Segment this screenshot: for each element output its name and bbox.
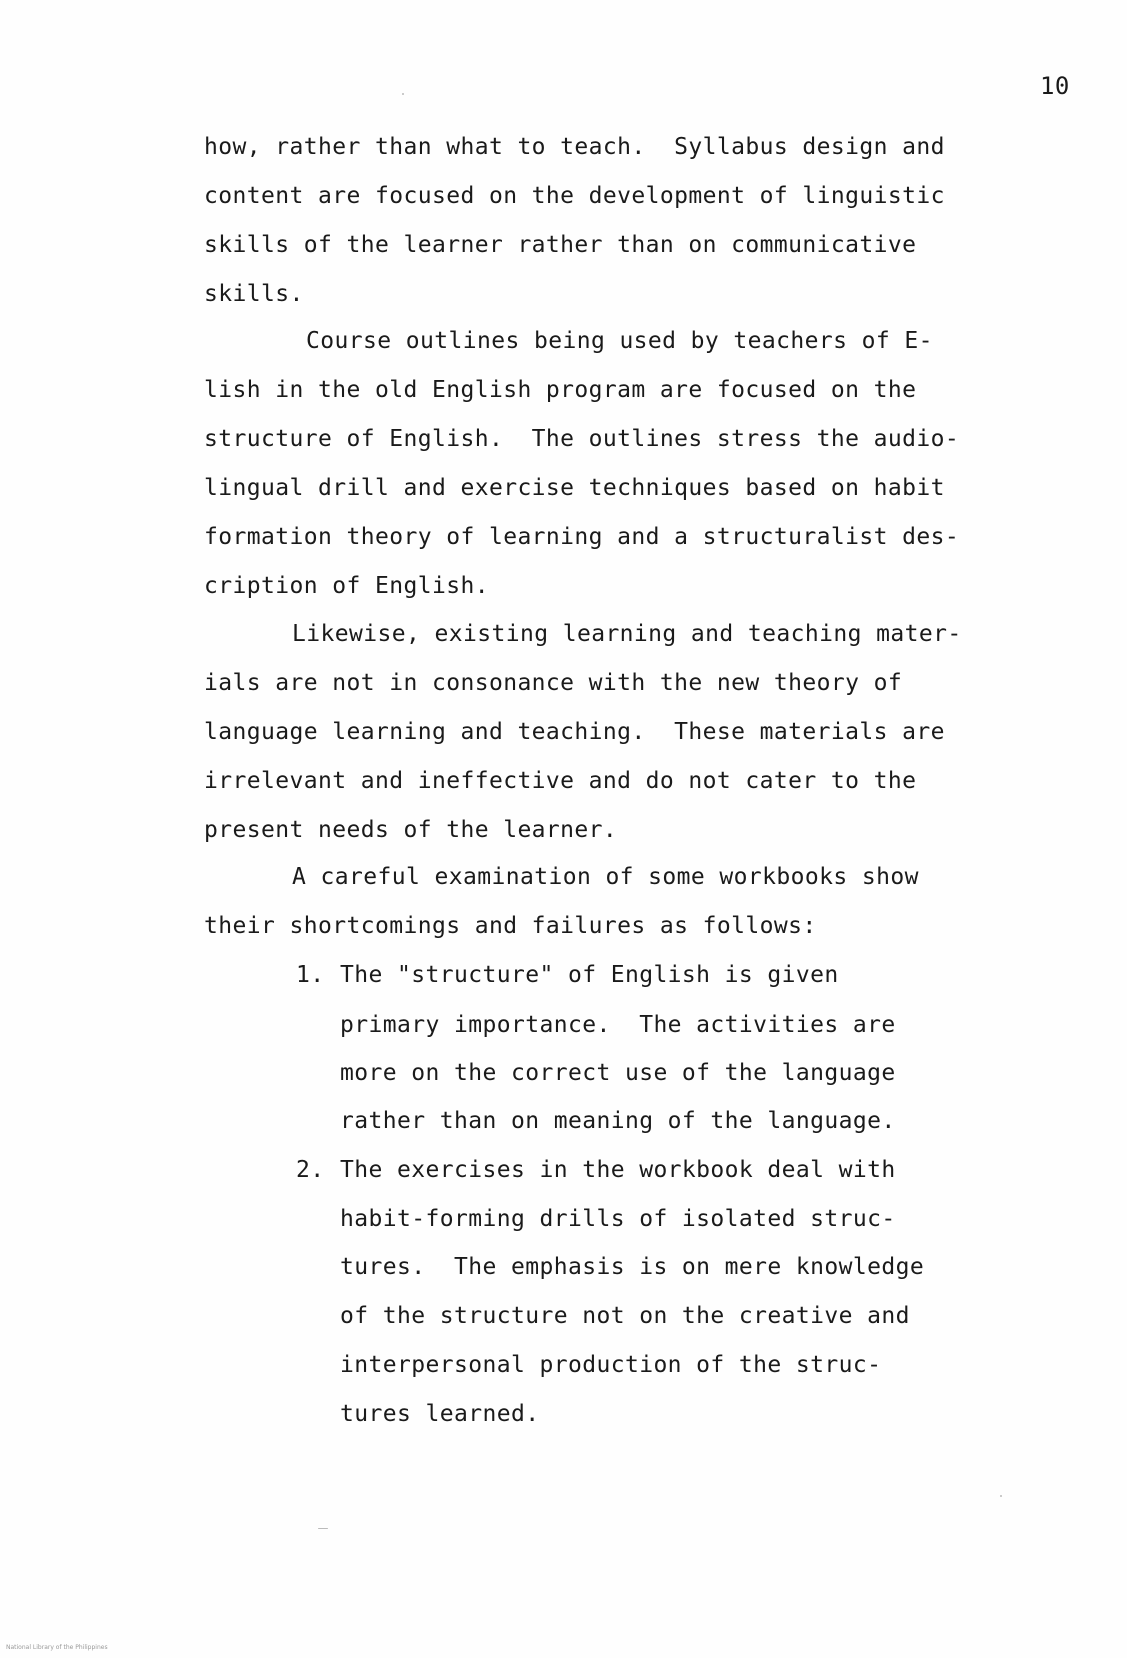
text-line: present needs of the learner. [204, 817, 618, 843]
text-line: skills. [204, 281, 304, 307]
text-line: irrelevant and ineffective and do not cater to the [204, 768, 917, 794]
text-line: ials are not in consonance with the new theory of [204, 670, 903, 696]
text-line: skills of the learner rather than on communicative [204, 232, 917, 258]
text-line: how, rather than what to teach. Syllabus design and [204, 134, 945, 160]
text-line: structure of English. The outlines stress the audio- [204, 426, 960, 452]
footer-watermark: National Library of the Philippines [6, 1644, 108, 1651]
text-line: their shortcomings and failures as follows: [204, 913, 817, 939]
text-line: language learning and teaching. These materials are [204, 719, 945, 745]
scan-speck [1000, 1495, 1002, 1497]
text-line: The "structure" of English is given [340, 962, 839, 988]
text-line: more on the correct use of the language [340, 1060, 896, 1086]
text-line: A careful examination of some workbooks show [292, 864, 919, 890]
text-line: primary importance. The activities are [340, 1012, 896, 1038]
text-line: lish in the old English program are focused on the [204, 377, 917, 403]
page-number: 10 [1040, 72, 1070, 100]
text-line: tures learned. [340, 1401, 540, 1427]
scan-speck [318, 1528, 328, 1529]
text-line: formation theory of learning and a structuralist des- [204, 524, 960, 550]
text-line: of the structure not on the creative and [340, 1303, 910, 1329]
text-line: lingual drill and exercise techniques based on habit [204, 475, 945, 501]
text-line: Course outlines being used by teachers of E- [306, 328, 933, 354]
text-line: habit-forming drills of isolated struc- [340, 1206, 896, 1232]
text-line: tures. The emphasis is on mere knowledge [340, 1254, 925, 1280]
scan-speck [402, 93, 404, 95]
text-line: content are focused on the development of linguistic [204, 183, 945, 209]
text-line: rather than on meaning of the language. [340, 1108, 896, 1134]
text-line: The exercises in the workbook deal with [340, 1157, 896, 1183]
text-line: interpersonal production of the struc- [340, 1352, 882, 1378]
list-number: 2. [296, 1157, 325, 1183]
list-number: 1. [296, 962, 325, 988]
text-line: Likewise, existing learning and teaching mater- [292, 621, 962, 647]
text-line: cription of English. [204, 573, 489, 599]
